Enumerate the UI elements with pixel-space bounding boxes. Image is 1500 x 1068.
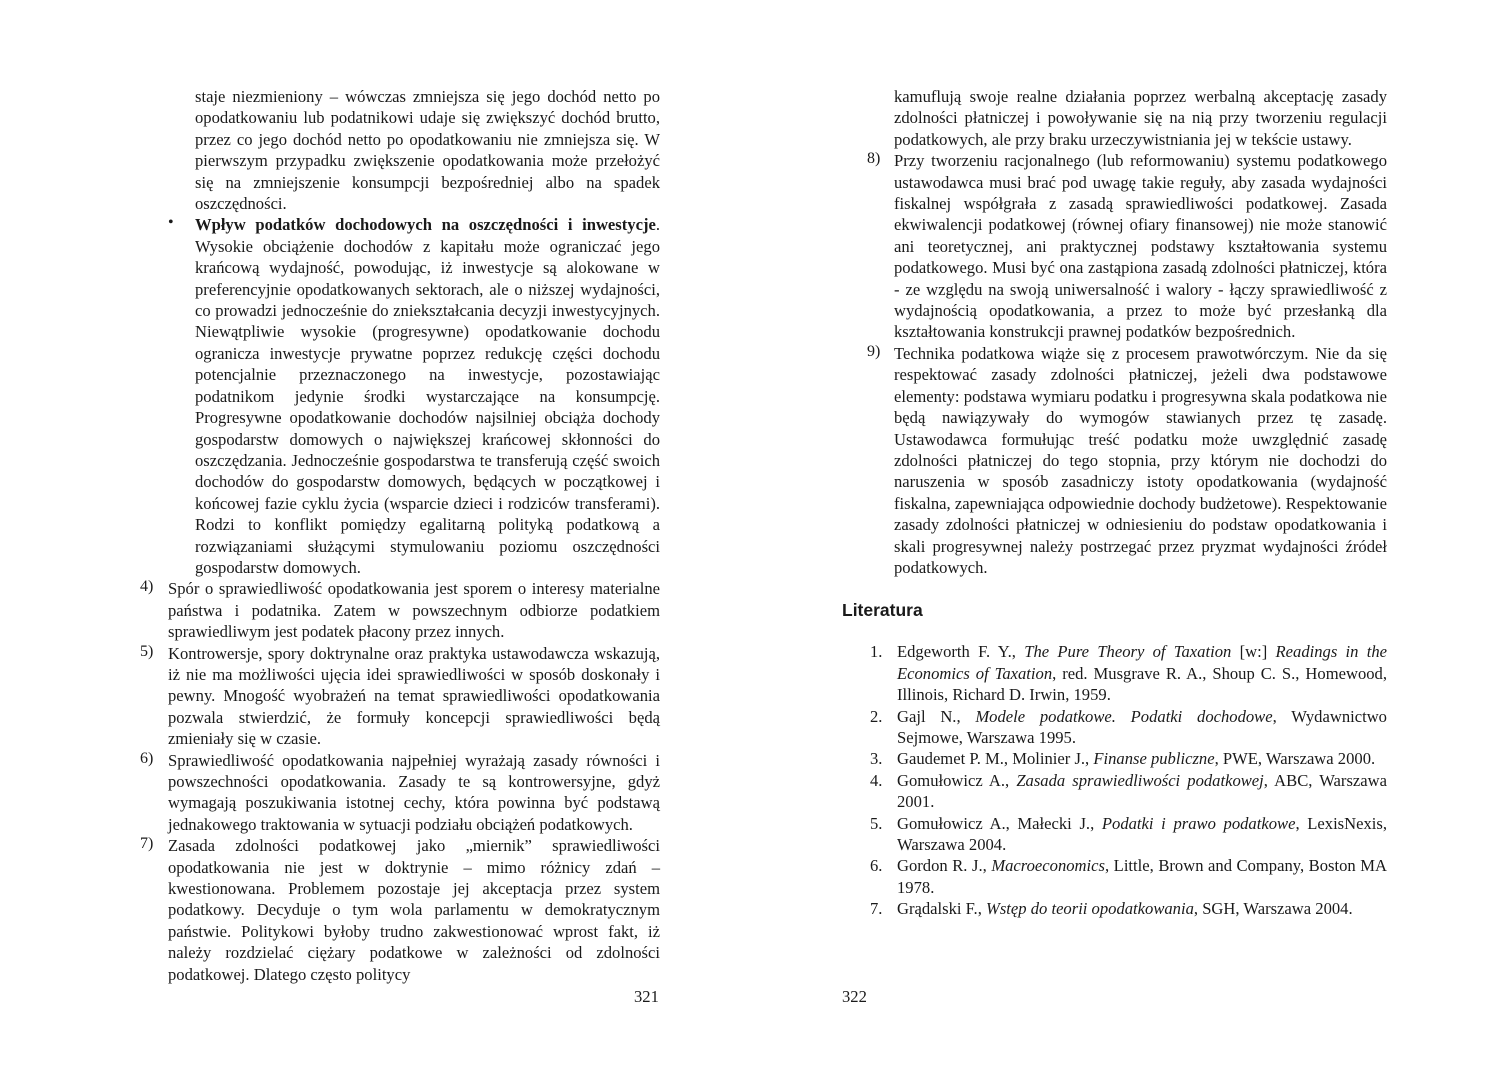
reference-title: Zasada sprawiedliwości podatkowej	[1016, 770, 1264, 790]
reference-title: Macroeconomics	[991, 856, 1105, 876]
item-text: Przy tworzeniu racjonalnego (lub reformowaniu) systemu podatkowego ustawodawca musi brać pod uwagę takie reguły, aby zasada wydajności fiskalnej współgrała z zasadą sprawiedliwości podatkowej. Zasada ekwiwalencji podatkowej (równej ofiary finansowej) nie może stanowić ani teoretycznej, ani praktycznej podstawy kształtowania systemu podatkowego. Musi być ona zastąpiona zasadą zdolności płatniczej, która - ze względu na swoją uniwersalność i walory - łączy sprawiedliwość z wydajnością opodatkowania, a przez to może być przesłanką dla kształtowania konstrukcji prawnej podatków bezpośrednich.	[894, 151, 1387, 342]
reference-number: 2.	[870, 706, 883, 726]
reference-item	[842, 641, 1387, 705]
bullet-item	[140, 214, 660, 578]
list-item	[140, 578, 660, 642]
reference-number: 6.	[870, 856, 883, 876]
list-item	[842, 150, 1387, 343]
reference-number: 7.	[870, 899, 883, 919]
page-number-right: 322	[842, 987, 867, 1006]
item-number: 9)	[867, 342, 881, 360]
right-page	[842, 86, 1387, 920]
list-item	[140, 643, 660, 750]
reference-details: , Wydawnictwo Sejmowe, Warszawa 1995.	[897, 706, 1387, 747]
reference-title: Podatki i prawo podatkowe	[1101, 813, 1296, 833]
item-number: 6)	[140, 749, 154, 767]
reference-title: The Pure Theory of Taxation	[1024, 642, 1232, 662]
reference-publication: , red. Musgrave R. A., Shoup C. S., Homewood, Illinois, Richard D. Irwin, 1959.	[897, 663, 1387, 705]
reference-details: [w:]	[1231, 642, 1276, 662]
item-text: Kontrowersje, spory doktrynalne oraz praktyka ustawodawcza wskazują, iż nie ma możliwości ujęcia idei sprawiedliwości w sposób doskonały i pewny. Mnogość wyobrażeń na temat sprawiedliwości opodatkowania pozwala stwierdzić, że formuły koncepcji sprawiedliwości będą zmieniały się w czasie.	[168, 643, 660, 749]
reference-item	[842, 770, 1387, 813]
bullet-paragraph	[195, 214, 660, 578]
reference-item	[842, 748, 1387, 769]
reference-details: , LexisNexis, Warszawa 2004.	[897, 813, 1388, 854]
item-number: 8)	[867, 150, 881, 168]
left-page	[140, 86, 660, 985]
reference-title: Finanse publiczne	[1093, 749, 1215, 769]
list-item	[842, 343, 1387, 578]
reference-title: Modele podatkowe. Podatki dochodowe	[975, 706, 1273, 726]
reference-author: Grądalski F.,	[897, 899, 987, 919]
reference-item	[842, 855, 1387, 898]
reference-author: Gaudemet P. M., Molinier J.,	[897, 749, 1094, 769]
reference-details: , SGH, Warszawa 2004.	[1193, 899, 1353, 919]
item-text: Zasada zdolności podatkowej jako „miernik” sprawiedliwości opodatkowania nie jest w doktrynie – mimo różnicy zdań – kwestionowana. Problemem pozostaje jej akceptacja przez system podatkowy. Decyduje o tym wola parlamentu w demokratycznym państwie. Politykowi byłoby trudno zakwestionować wprost fakt, iż należy rozdzielać ciężary podatkowe w zależności od zdolności podatkowej. Dlatego często politycy	[168, 836, 660, 984]
reference-item	[842, 706, 1387, 749]
reference-number: 1.	[870, 642, 883, 662]
item-number: 5)	[140, 642, 154, 660]
reference-details: , PWE, Warszawa 2000.	[1214, 749, 1376, 769]
item-text: Sprawiedliwość opodatkowania najpełniej wyrażają zasady równości i powszechności opodatkowania. Zasady te są kontrowersyjne, gdyż wymagają poszukiwania istotnej cechy, która powinna być podstawą jednakowego traktowania w sytuacji podziału obciążeń podatkowych.	[168, 750, 660, 834]
item-text: Spór o sprawiedliwość opodatkowania jest sporem o interesy materialne państwa i podatnika. Zatem w powszechnym odbiorze podatkiem sprawiedliwym jest podatek płacony przez innych.	[168, 579, 660, 642]
continued-paragraph: kamuflują swoje realne działania poprzez werbalną akceptację zasady zdolności płatniczej i powoływanie się na nią przy tworzeniu regulacji podatkowych, ale przy braku urzeczywistniania jej w tekście ustawy.	[894, 87, 1387, 149]
reference-number: 3.	[870, 749, 883, 769]
reference-author: Gomułowicz A.,	[897, 770, 1017, 790]
reference-item	[842, 813, 1387, 856]
continued-paragraph: staje niezmieniony – wówczas zmniejsza się jego dochód netto po opodatkowaniu lub podatnikowi udaje się zwiększyć dochód brutto, przez co jego dochód netto po opodatkowaniu nie zmniejsza się. W pierwszym przypadku zwiększenie opodatkowania może przełożyć się na zmniejszenie konsumpcji bezpośredniej albo na spadek oszczędności.	[195, 87, 660, 214]
section-heading: Literatura	[842, 600, 923, 621]
reference-collection-title: Readings in the Economics of Taxation	[897, 642, 1388, 683]
reference-details: , Little, Brown and Company, Boston MA 1978.	[897, 856, 1387, 897]
list-item	[140, 750, 660, 836]
reference-author: Gomułowicz A., Małecki J.,	[897, 813, 1102, 833]
bullet-icon: •	[168, 214, 174, 232]
reference-author: Gajl N.,	[897, 706, 976, 726]
reference-author: Gordon R. J.,	[897, 856, 992, 876]
bullet-text: . Wysokie obciążenie dochodów z kapitału może ograniczać jego krańcową wydajność, powodując, iż inwestycje są alokowane w preferencyjnie opodatkowanych sektorach, ale o niższej wydajności, co prowadzi jednocześnie do zniekształcania decyzji inwestycyjnych. Niewątpliwie wysokie (progresywne) opodatkowanie dochodu ogranicza inwestycje prywatne poprzez redukcję części dochodu potencjalnie przeznaczonego na inwestycje, pozostawiając podatnikom jedynie środki wystarczające na konsumpcję. Progresywne opodatkowanie dochodów najsilniej obciąża dochody gospodarstw domowych o największej krańcowej skłonności do oszczędzania. Jednocześnie gospodarstwa te transferują część swoich dochodów do gospodarstw domowych, będących w początkowej i końcowej fazie cyklu życia (wsparcie dzieci i rodziców transferami). Rodzi to konflikt pomiędzy egalitarną polityką podatkową a rozwiązaniami służącymi stymulowaniu poziomu oszczędności gospodarstw domowych.	[195, 215, 660, 577]
page-number-left: 321	[634, 987, 659, 1006]
reference-title: Wstęp do teorii opodatkowania	[986, 899, 1194, 919]
bullet-heading: Wpływ podatków dochodowych na oszczędności i inwestycje	[195, 215, 656, 235]
reference-item	[842, 898, 1387, 919]
reference-number: 4.	[870, 770, 883, 790]
bibliography	[842, 641, 1387, 919]
item-number: 7)	[140, 835, 154, 853]
item-text: Technika podatkowa wiąże się z procesem prawotwórczym. Nie da się respektować zasady zdolności płatniczej, jeżeli dwa podstawowe elementy: podstawa wymiaru podatku i progresywna skala podatkowa nie będą nawiązywały do wymogów stawianych przez tę zasadę. Ustawodawca formułując treść podatku może uwzględnić zasadę zdolności płatniczej do tego stopnia, przy którym nie dochodzi do naruszenia w sposób zasadniczy istoty opodatkowania (wydajność fiskalna, zapewniająca odpowiednie dochody budżetowe). Respektowanie zasady zdolności płatniczej w odniesieniu do podstaw opodatkowania i skali progresywnej należy postrzegać przez pryzmat wydajności źródeł podatkowych.	[894, 343, 1387, 577]
list-item	[140, 835, 660, 985]
reference-author: Edgeworth F. Y.,	[897, 642, 1025, 662]
reference-details: , ABC, Warszawa 2001.	[897, 770, 1387, 812]
item-number: 4)	[140, 578, 154, 596]
reference-number: 5.	[870, 813, 883, 833]
